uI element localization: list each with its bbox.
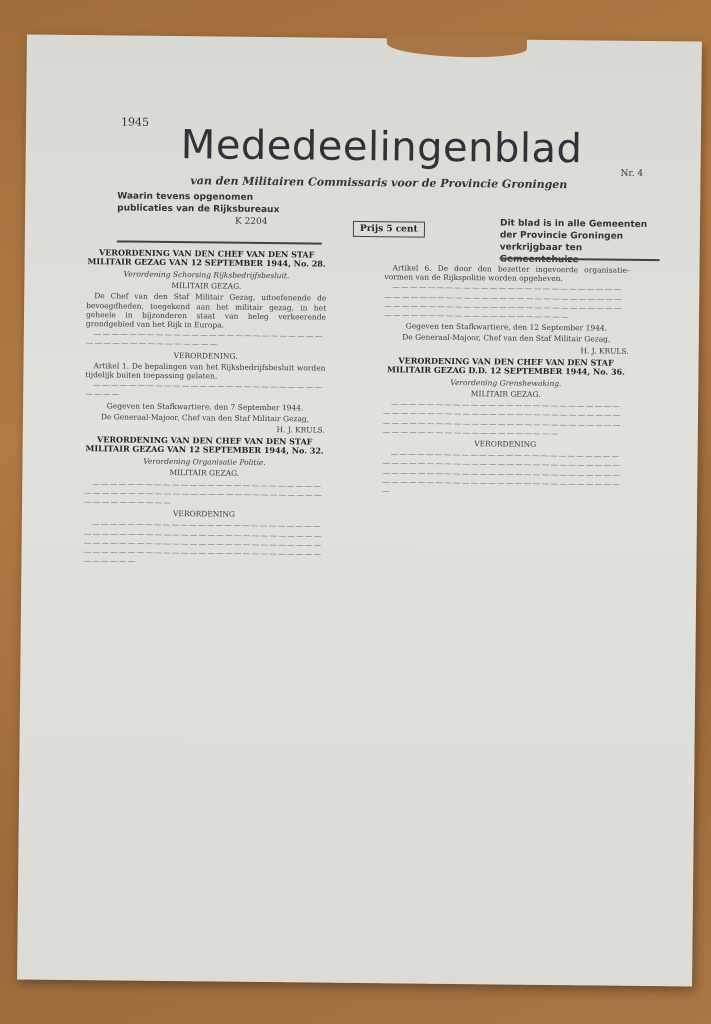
decree-subheading: Verordening Grenshewaking.	[450, 377, 562, 388]
text-block: — — — — — — — — — — — — — — — — — — — — — — — — — — — — — — — — — — — — — — — — — — — — — — — — — — — — — — — — — — — — — — — — — — — — — — — — — — — — — — — — — — — — — — — — — — — — — — — — — — — — — — — — — — — —	[382, 449, 622, 496]
newspaper-title: Mededeelingenblad	[180, 122, 583, 173]
text-block: — — — — — — — — — — — — — — — — — — — — — — — — — — — — — —	[85, 380, 324, 399]
decree-heading: VERORDENING VAN DEN CHEF VAN DEN STAF MILITAIR GEZAG VAN 12 SEPTEMBER 1944, No. 28.	[87, 247, 326, 269]
header-rule-left	[117, 240, 322, 244]
text-block: — — — — — — — — — — — — — — — — — — — — — — — — — — — — — — — — — — — — — — — — —	[85, 329, 324, 349]
issue-code: K 2204	[234, 216, 268, 228]
decree-heading: VERORDENING VAN DEN CHEF VAN DEN STAF MILITAIR GEZAG VAN 12 SEPTEMBER 1944, No. 32.	[85, 434, 324, 456]
availability-note: Dit blad is in alle Gemeenten der Provincie Groningen verkrijgbaar ten Gemeentehuize	[499, 218, 648, 266]
section-label: VERORDENING.	[173, 350, 238, 361]
right-column	[377, 263, 629, 946]
signed-place: Gegeven ten Stafkwartiere, den 7 September 1944.	[106, 400, 304, 413]
authority-label: MILITAIR GEZAG.	[169, 468, 240, 479]
article-text: Artikel 6. De door den bezetter ingevoerde organisatie-vormen van de Rijkspolitie worden opgeheven.	[384, 263, 630, 284]
authority-label: MILITAIR GEZAG.	[470, 389, 541, 399]
section-label: VERORDENING	[172, 509, 235, 519]
price-box: Prijs 5 cent	[353, 221, 425, 238]
signer-name: H. J. KRULS.	[580, 345, 629, 356]
torn-edge	[387, 34, 527, 57]
text-block: — — — — — — — — — — — — — — — — — — — — — — — — — — — — — — — — — — — — — — — — — — — — — — — — — — — — — — — — — — — — — — — — — — — — — — — — — — — — — — — — — — — — — — — — — — — — — — — — — — — —	[382, 399, 622, 438]
decree-subheading: Verordening Organisatie Politie.	[143, 456, 266, 468]
signer-title: De Generaal-Majoor, Chef van den Staf Militair Gezag,	[402, 332, 611, 345]
decree-body: De Chef van den Staf Militair Gezag, uitoefenende de bevoegdheden, toegekend aan het militair gezag, in het geheele in bijzonderen staat van beleg verkeerende grondgebied van het Rijk in Europa.	[85, 291, 327, 330]
left-column	[79, 245, 326, 947]
decree-heading: VERORDENING VAN DEN CHEF VAN DEN STAF MILITAIR GEZAG D.D. 12 SEPTEMBER 1944, No. 36.	[386, 355, 626, 377]
signer-name: H. J. KRULS.	[276, 425, 325, 435]
newspaper-subtitle: van den Militairen Commissaris voor de Provincie Groningen	[190, 174, 568, 192]
text-block: — — — — — — — — — — — — — — — — — — — — — — — — — — — — — — — — — — — — — — — — — — — — — — — — — — — — — — — — — — — — — — — — — — — — — — — — — — — — — — — — — — — — — — — — — — — — — — — — — — — — —	[384, 282, 624, 322]
authority-label: MILITAIR GEZAG.	[171, 281, 242, 291]
signer-title: De Generaal-Majoor, Chef van den Staf Militair Gezag,	[100, 412, 310, 424]
article-text: Artikel 1. De bepalingen van het Rijksbedrijfsbesluit worden tijdelijk buiten toepassing gelaten.	[85, 361, 326, 381]
section-label: VERORDENING	[474, 439, 537, 449]
signed-place: Gegeven ten Stafkwartiere, den 12 September 1944.	[405, 321, 608, 333]
text-block: — — — — — — — — — — — — — — — — — — — — — — — — — — — — — — — — — — — — — — — — — — — — — — — — — — — — — — — — — — — — — — — — — — — — — — — — — — — — — — — — — — — — — — — — — — — — — — — — — — — — — — — — — — — — — — — — —	[83, 519, 323, 566]
year-label: 1945	[120, 115, 150, 129]
newspaper-page	[17, 34, 702, 986]
decree-subheading: Verordening Schorsing Rijksbedrijfsbesluit.	[123, 269, 290, 281]
issue-number: Nr. 4	[620, 168, 644, 179]
text-block: — — — — — — — — — — — — — — — — — — — — — — — — — — — — — — — — — — — — — — — — — — — — — — — — — — — — — — — — — — — — — — —	[84, 478, 324, 508]
publication-note: Waarin tevens opgenomen publicaties van de Rijksbureaux	[117, 191, 280, 216]
